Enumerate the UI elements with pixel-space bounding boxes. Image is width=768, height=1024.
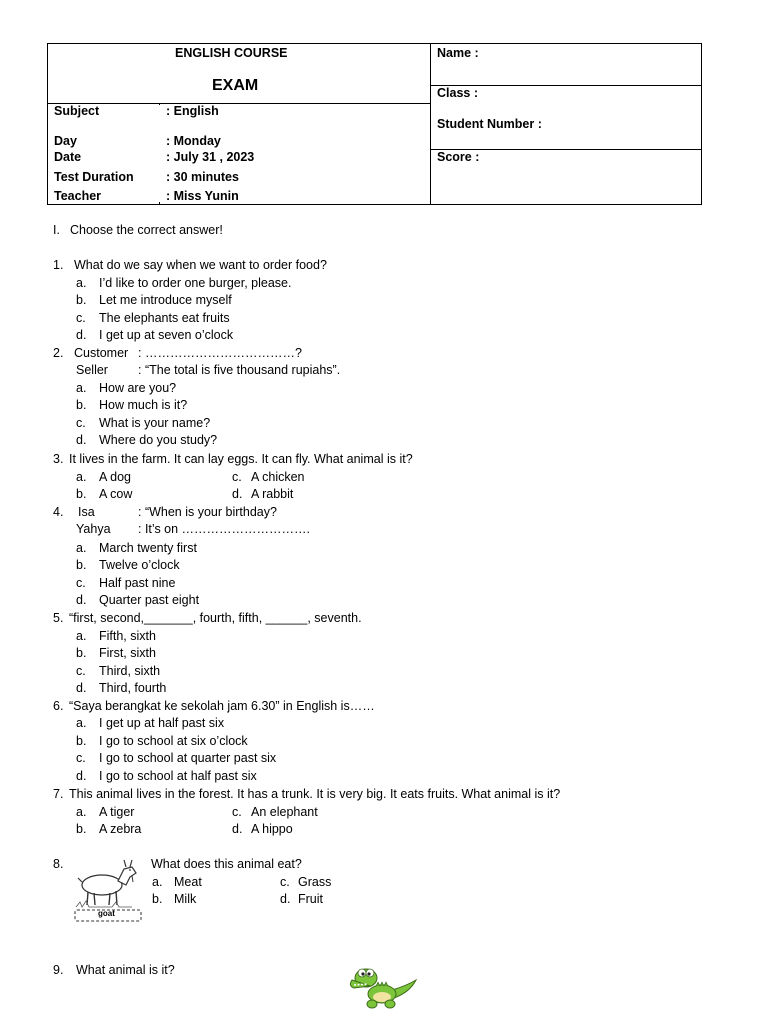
option-letter: b. [76,734,87,748]
option-text[interactable]: First, sixth [99,646,156,660]
teacher-label: Teacher [54,189,102,203]
dialog-speaker: Seller [76,363,108,377]
option-letter: b. [76,646,87,660]
dialog-speaker: Isa [78,505,95,519]
option-text[interactable]: A rabbit [251,487,294,501]
header-col-tick [159,103,160,105]
option-letter: a. [76,541,87,555]
option-text[interactable]: I get up at half past six [99,716,225,730]
option-letter: a. [76,470,87,484]
question-text: This animal lives in the forest. It has a trunk. It is very big. It eats fruits. What animal is it? [69,787,561,801]
date-value: : July 31 , 2023 [166,150,255,164]
question-text: “first, second,_______, fourth, fifth, ______, seventh. [69,611,362,625]
header-col-tick-bottom [159,202,160,204]
question-text: What do we say when we want to order food? [74,258,327,272]
score-field[interactable]: Score : [437,150,480,164]
option-letter: a. [76,629,87,643]
exam-title: EXAM [212,77,259,94]
option-text[interactable]: March twenty first [99,541,197,555]
option-letter: c. [280,875,290,889]
option-letter: b. [76,293,87,307]
option-letter: c. [76,664,86,678]
option-text[interactable]: Milk [174,892,197,906]
goat-illustration [72,855,144,923]
option-text[interactable]: A hippo [251,822,293,836]
option-letter: d. [232,487,243,501]
option-letter: a. [76,381,87,395]
crocodile-illustration [346,964,418,1014]
option-letter: b. [76,398,87,412]
crocodile-icon [346,964,418,1014]
question-number: 7. [53,787,64,801]
goat-label: goat [98,909,115,918]
day-value: : Monday [166,134,221,148]
section-number: I. [53,223,60,237]
option-text[interactable]: Third, fourth [99,681,167,695]
subject-value: : English [166,104,219,118]
option-letter: d. [76,769,87,783]
dialog-line: : “The total is five thousand rupiahs”. [138,363,341,377]
question-number: 1. [53,258,64,272]
question-number: 9. [53,963,64,977]
option-text[interactable]: How are you? [99,381,177,395]
option-letter: d. [76,328,87,342]
option-text[interactable]: Meat [174,875,202,889]
question-number: 5. [53,611,64,625]
option-text[interactable]: I go to school at half past six [99,769,257,783]
option-text[interactable]: I’d like to order one burger, please. [99,276,292,290]
student-number-field[interactable]: Student Number : [437,117,542,131]
option-text[interactable]: A dog [99,470,131,484]
date-label: Date [54,150,82,164]
name-field[interactable]: Name : [437,46,479,60]
option-letter: d. [76,433,87,447]
question-text: What animal is it? [76,963,175,977]
option-text[interactable]: A zebra [99,822,142,836]
option-letter: c. [76,576,86,590]
option-text[interactable]: I go to school at six o’clock [99,734,248,748]
option-letter: b. [76,558,87,572]
duration-value: : 30 minutes [166,170,239,184]
option-letter: c. [232,805,242,819]
dialog-speaker: Customer [74,346,129,360]
subject-label: Subject [54,104,100,118]
option-letter: a. [76,716,87,730]
option-text[interactable]: Grass [298,875,332,889]
question-text: “Saya berangkat ke sekolah jam 6.30” in English is…… [69,699,375,713]
course-title: ENGLISH COURSE [175,46,288,60]
question-number: 4. [53,505,64,519]
option-letter: d. [76,593,87,607]
option-text[interactable]: Let me introduce myself [99,293,232,307]
header-title-rule [48,103,430,104]
option-text[interactable]: The elephants eat fruits [99,311,230,325]
option-text[interactable]: Half past nine [99,576,176,590]
dialog-line: : “When is your birthday? [138,505,277,519]
option-letter: b. [76,822,87,836]
option-letter: a. [76,805,87,819]
option-letter: b. [152,892,163,906]
option-text[interactable]: A tiger [99,805,135,819]
option-text[interactable]: I go to school at quarter past six [99,751,277,765]
option-letter: b. [76,487,87,501]
day-label: Day [54,134,77,148]
option-text[interactable]: What is your name? [99,416,211,430]
question-number: 3. [53,452,64,466]
section-instruction: Choose the correct answer! [70,223,223,237]
dialog-line: : It’s on …………………………. [138,522,311,536]
teacher-value: : Miss Yunin [166,189,239,203]
dialog-speaker: Yahya [76,522,111,536]
option-text[interactable]: Fifth, sixth [99,629,156,643]
option-text[interactable]: Fruit [298,892,323,906]
option-letter: d. [76,681,87,695]
class-field[interactable]: Class : [437,86,478,100]
option-text[interactable]: A cow [99,487,133,501]
option-text[interactable]: An elephant [251,805,318,819]
question-text: It lives in the farm. It can lay eggs. It can fly. What animal is it? [69,452,413,466]
option-text[interactable]: How much is it? [99,398,188,412]
option-letter: a. [76,276,87,290]
option-text[interactable]: Twelve o’clock [99,558,180,572]
option-letter: d. [280,892,291,906]
option-letter: c. [232,470,242,484]
exam-header-table [47,43,702,205]
option-text[interactable]: Quarter past eight [99,593,200,607]
dialog-line: : ………………………………? [138,346,302,360]
option-letter: d. [232,822,243,836]
question-text: What does this animal eat? [151,857,302,871]
question-number: 6. [53,699,64,713]
option-text[interactable]: I get up at seven o’clock [99,328,234,342]
option-text[interactable]: A chicken [251,470,305,484]
question-number: 2. [53,346,64,360]
option-text[interactable]: Third, sixth [99,664,161,678]
question-number: 8. [53,857,64,871]
option-letter: c. [76,751,86,765]
option-text[interactable]: Where do you study? [99,433,218,447]
header-divider [430,44,431,204]
duration-label: Test Duration [54,170,134,184]
option-letter: c. [76,416,86,430]
option-letter: a. [152,875,163,889]
option-letter: c. [76,311,86,325]
